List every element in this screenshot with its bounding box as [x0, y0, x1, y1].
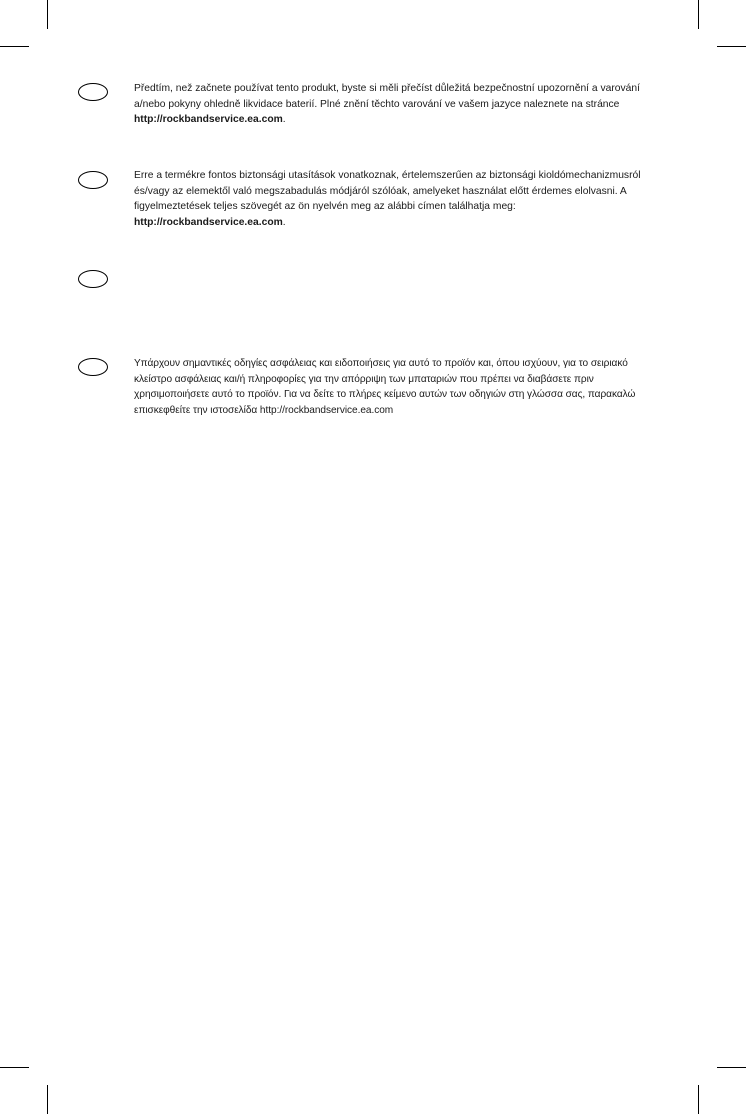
language-marker-oval [78, 270, 108, 288]
notice-link[interactable]: http://rockbandservice.ea.com [134, 216, 283, 228]
notice-link[interactable]: http://rockbandservice.ea.com [134, 114, 283, 126]
notice-text: Předtím, než začnete používat tento produkt, byste si měli přečíst důležitá bezpečnostní upozornění a varování a/nebo pokyny ohledně likvidace baterií. Plné znění těchto varování ve vašem jazyce naleznete na stránce [134, 83, 640, 110]
crop-mark-bottom-right-vertical [698, 1085, 699, 1114]
crop-mark-top-right-horizontal [717, 46, 746, 47]
crop-mark-top-left-horizontal [0, 46, 29, 47]
language-marker-oval [78, 358, 108, 376]
crop-mark-bottom-left-vertical [47, 1085, 48, 1114]
crop-mark-bottom-left-horizontal [0, 1067, 29, 1068]
notice-text: Υπάρχουν σημαντικές οδηγίες ασφάλειας και ειδοποιήσεις για αυτό το προϊόν και, όπου ισχύουν, για το σειριακό κλείστρο ασφάλειας και/ή πληροφορίες για την απόρριψη των μπαταριών που πρέπει να διαβάσετε πριν χρησιμοποιήσετε αυτό το προϊόν. Για να δείτε το πλήρες κείμενο αυτών των οδηγιών στη γλώσσα σας, παρακαλώ επισκεφθείτε την ιστοσελίδα http://rockbandservice.ea.com [134, 358, 636, 416]
safety-notice-hungarian: Erre a termékre fontos biztonsági utasítások vonatkoznak, értelemszerűen az biztonsági kioldómechanizmusról és/vagy az elemektől való megszabadulás módjáról szólóak, amelyeket használat előtt érdemes elolvasni. A figyelmeztetések teljes szövegét az ön nyelvén meg az alábbi címen találhatja meg: http://rockbandservice.ea.com. [134, 170, 641, 228]
language-marker-oval [78, 83, 108, 101]
language-marker-oval [78, 171, 108, 189]
notice-text: Erre a termékre fontos biztonsági utasítások vonatkoznak, értelemszerűen az biztonsági kioldómechanizmusról és/vagy az elemektől való megszabadulás módjáról szólóak, amelyeket használat előtt érdemes elolvasni. A figyelmeztetések teljes szövegét az ön nyelvén meg az alábbi címen találhatja meg: [134, 170, 641, 213]
safety-notice-greek [134, 356, 662, 418]
crop-mark-top-left-vertical [47, 0, 48, 29]
safety-notice-czech: Předtím, než začnete používat tento produkt, byste si měli přečíst důležitá bezpečnostní upozornění a varování a/nebo pokyny ohledně likvidace baterií. Plné znění těchto varování ve vašem jazyce naleznete na stránce http://rockbandservice.ea.com. [134, 83, 640, 126]
crop-mark-bottom-right-horizontal [717, 1067, 746, 1068]
crop-mark-top-right-vertical [698, 0, 699, 29]
